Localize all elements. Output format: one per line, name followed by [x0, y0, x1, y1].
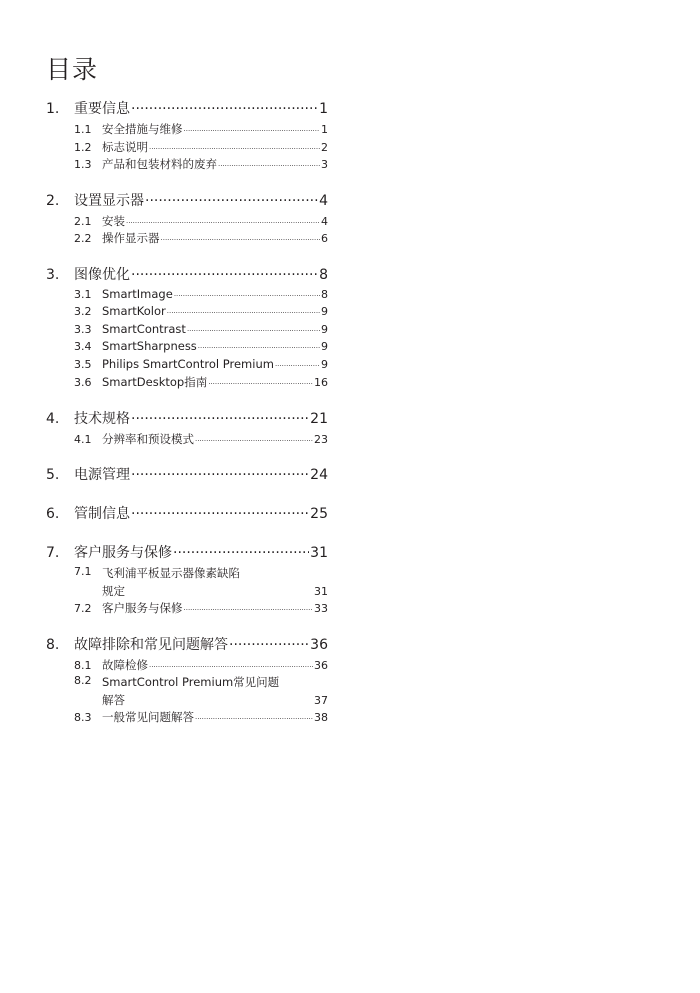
chapter-number: 8. — [46, 636, 60, 653]
chapter-title: 客户服务与保修 — [74, 545, 172, 561]
chapter-number: 6. — [46, 506, 60, 522]
section-page-number: 16 — [314, 376, 328, 389]
toc-section-entry[interactable] — [74, 213, 328, 231]
toc-title: 目录 — [46, 55, 99, 84]
toc-chapter — [46, 98, 328, 174]
toc-section-line-continued — [102, 692, 328, 710]
section-title: 飞利浦平板显示器像素缺陷 — [102, 566, 240, 580]
section-number: 7.1 — [74, 565, 92, 578]
section-title: 安全措施与维修 — [102, 122, 183, 136]
dot-leader — [126, 215, 320, 225]
toc-chapter-entry[interactable] — [46, 503, 328, 526]
toc-chapter — [46, 408, 328, 449]
section-title: 故障检修 — [102, 657, 148, 672]
toc-section-entry[interactable] — [46, 674, 328, 709]
dot-leader — [161, 232, 321, 242]
section-number: 3.2 — [74, 305, 92, 318]
chapter-title: 重要信息 — [74, 101, 130, 117]
toc-section-entry[interactable] — [74, 322, 328, 340]
toc-section-entry[interactable] — [74, 709, 328, 727]
chapter-number: 3. — [46, 266, 60, 283]
toc-section-entry[interactable] — [74, 657, 328, 675]
section-number: 2.2 — [74, 232, 92, 245]
chapter-page-number: 36 — [310, 636, 328, 653]
dot-leader — [131, 504, 309, 518]
section-number: 3.3 — [74, 322, 92, 336]
toc-chapter-entry[interactable] — [46, 634, 328, 657]
dot-leader — [131, 265, 318, 279]
dot-leader — [184, 602, 314, 612]
section-number: 3.4 — [74, 340, 92, 353]
section-number: 1.3 — [74, 158, 92, 171]
section-title: SmartContrast — [102, 321, 186, 336]
toc-chapter-entry[interactable] — [46, 190, 328, 213]
chapter-page-number: 21 — [310, 410, 328, 427]
toc-section-entry[interactable] — [74, 374, 328, 392]
toc-chapter — [46, 542, 328, 618]
section-page-number: 3 — [321, 158, 328, 171]
dot-leader — [174, 288, 320, 298]
toc-section-entry[interactable] — [74, 230, 328, 248]
dot-leader — [145, 191, 318, 205]
toc-section-entry[interactable] — [74, 600, 328, 618]
chapter-title: 故障排除和常见问题解答 — [74, 636, 228, 653]
section-title-continued: 解答 — [102, 692, 125, 707]
section-page-number: 23 — [314, 432, 328, 446]
section-number: 3.6 — [74, 376, 92, 389]
chapter-number: 4. — [46, 410, 60, 427]
section-number: 1.2 — [74, 140, 92, 154]
dot-leader — [173, 543, 309, 557]
dot-leader — [131, 409, 309, 423]
dot-leader — [131, 465, 309, 479]
toc-chapter — [46, 190, 328, 248]
toc-chapter — [46, 464, 328, 487]
dot-leader — [195, 711, 313, 721]
toc-chapter-entry[interactable] — [46, 542, 328, 565]
section-page-number: 9 — [321, 322, 328, 336]
dot-leader — [149, 659, 313, 669]
section-title: SmartDesktop指南 — [102, 375, 208, 389]
toc-section-entry[interactable] — [74, 156, 328, 174]
toc-chapter-entry[interactable] — [46, 98, 328, 121]
section-page-number: 9 — [321, 357, 328, 371]
dot-leader — [167, 305, 320, 315]
chapter-number: 2. — [46, 192, 60, 209]
section-page-number: 4 — [321, 214, 328, 228]
dot-leader — [187, 323, 320, 333]
dot-leader — [218, 158, 320, 168]
section-title: SmartImage — [102, 286, 173, 301]
toc-chapter — [46, 503, 328, 526]
section-number: 8.2 — [74, 674, 92, 687]
section-title: Philips SmartControl Premium — [102, 356, 274, 371]
dot-leader — [184, 123, 321, 133]
toc-section-line-continued — [102, 583, 328, 601]
dot-leader — [131, 99, 318, 113]
section-number: 4.1 — [74, 432, 92, 446]
dot-leader — [149, 141, 320, 151]
dot-leader — [275, 358, 320, 368]
section-page-number: 9 — [321, 305, 328, 318]
section-title: 标志说明 — [102, 139, 148, 154]
section-number: 8.3 — [74, 711, 92, 724]
toc-chapter-entry[interactable] — [46, 464, 328, 487]
toc-section-entry[interactable] — [74, 121, 328, 139]
chapter-page-number: 24 — [310, 467, 328, 483]
chapter-page-number: 1 — [319, 101, 328, 117]
toc-section-entry[interactable] — [74, 139, 328, 157]
chapter-title: 设置显示器 — [74, 192, 144, 209]
section-page-number: 9 — [321, 340, 328, 353]
section-page-number: 33 — [314, 602, 328, 615]
section-title: 一般常见问题解答 — [102, 710, 194, 724]
dot-leader — [198, 340, 320, 350]
toc-section-entry[interactable] — [74, 304, 328, 322]
chapter-title: 技术规格 — [74, 410, 130, 427]
section-title: SmartControl Premium常见问题 — [102, 675, 280, 689]
chapter-number: 5. — [46, 467, 60, 483]
chapter-title: 管制信息 — [74, 506, 130, 522]
section-number: 1.1 — [74, 123, 92, 136]
section-number: 3.1 — [74, 287, 92, 301]
section-page-number: 8 — [321, 287, 328, 301]
section-title: 操作显示器 — [102, 231, 160, 245]
toc-section-line — [74, 565, 328, 583]
section-title-continued: 规定 — [102, 583, 125, 598]
chapter-title: 电源管理 — [74, 467, 130, 483]
chapter-page-number: 8 — [319, 266, 328, 283]
toc-chapter-entry[interactable] — [46, 408, 328, 431]
section-page-number: 1 — [321, 123, 328, 136]
section-number: 2.1 — [74, 214, 92, 228]
toc-section-entry[interactable] — [74, 339, 328, 357]
section-title: 分辨率和预设模式 — [102, 431, 194, 446]
chapter-title: 图像优化 — [74, 266, 130, 283]
section-number: 7.2 — [74, 602, 92, 615]
section-page-number: 38 — [314, 711, 328, 724]
section-title: 客户服务与保修 — [102, 601, 183, 615]
chapter-page-number: 31 — [310, 545, 328, 561]
chapter-page-number: 4 — [319, 192, 328, 209]
section-title: SmartKolor — [102, 304, 166, 318]
toc-chapter-entry[interactable] — [46, 264, 328, 287]
toc-section-entry[interactable] — [74, 357, 328, 375]
dot-leader — [208, 376, 313, 386]
chapter-number: 1. — [46, 101, 60, 117]
section-page-number: 31 — [314, 584, 328, 598]
toc-section-entry[interactable] — [74, 431, 328, 449]
section-page-number: 37 — [314, 693, 328, 707]
section-title: SmartSharpness — [102, 339, 197, 353]
section-page-number: 6 — [321, 232, 328, 245]
section-title: 产品和包装材料的废弃 — [102, 157, 217, 171]
toc-section-entry[interactable] — [46, 565, 328, 600]
dot-leader — [229, 635, 309, 649]
section-title: 安装 — [102, 213, 125, 228]
section-page-number: 36 — [314, 658, 328, 672]
chapter-page-number: 25 — [310, 506, 328, 522]
dot-leader — [195, 433, 313, 443]
toc-chapter — [46, 634, 328, 727]
toc-chapter — [46, 264, 328, 392]
chapter-number: 7. — [46, 545, 60, 561]
toc-section-line — [74, 674, 328, 692]
table-of-contents — [46, 98, 328, 743]
section-page-number: 2 — [321, 140, 328, 154]
section-number: 8.1 — [74, 658, 92, 672]
section-number: 3.5 — [74, 357, 92, 371]
toc-section-entry[interactable] — [74, 287, 328, 305]
